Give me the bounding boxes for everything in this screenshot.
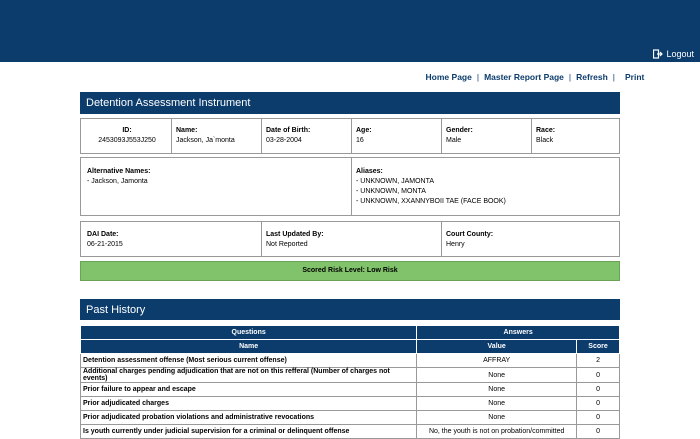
dob-value: 03-28-2004 — [266, 137, 302, 144]
past-history-title: Past History — [86, 303, 146, 316]
question-name: Is youth currently under judicial supervision for a criminal or delinquent offense — [81, 425, 417, 439]
alt-name: - Jackson, Jamonta — [87, 178, 148, 185]
race-value: Black — [536, 137, 554, 144]
name-header: Name — [81, 340, 417, 354]
court-county-field — [446, 231, 493, 248]
answer-score: 0 — [577, 383, 620, 397]
question-name: Prior adjudicated charges — [81, 397, 417, 411]
court-county-label: Court County: — [446, 231, 494, 238]
divider — [441, 119, 442, 153]
aliases-field — [356, 168, 506, 205]
age-value: 16 — [356, 137, 364, 144]
dob-label: Date of Birth: — [266, 127, 311, 134]
question-name: Additional charges pending adjudication that are not on this refferal (Number of charges not events) — [81, 368, 417, 383]
id-label: ID: — [122, 127, 132, 134]
name-field — [176, 127, 235, 144]
alt-names-field — [87, 168, 150, 185]
answer-value: None — [417, 383, 577, 397]
names-box — [80, 157, 620, 216]
youth-info-box — [80, 118, 620, 154]
table-row — [81, 354, 620, 368]
dai-section-header — [80, 92, 620, 114]
top-nav — [425, 72, 645, 82]
logout-icon — [653, 49, 663, 59]
table-row — [81, 383, 620, 397]
name-label: Name: — [176, 127, 198, 134]
logout-label: Logout — [666, 49, 694, 59]
risk-level-text: Scored Risk Level: Low Risk — [302, 267, 398, 274]
divider — [351, 158, 352, 215]
divider — [171, 119, 172, 153]
dob-field — [266, 127, 310, 144]
refresh-link[interactable]: Refresh — [576, 72, 608, 82]
age-label: Age: — [356, 127, 372, 134]
alias: - UNKNOWN, MONTA — [356, 188, 426, 195]
answer-value: None — [417, 411, 577, 425]
alt-names-label: Alternative Names: — [87, 168, 151, 175]
alias: - UNKNOWN, XXANNYBOII TAE (FACE BOOK) — [356, 198, 506, 205]
answer-value: AFFRAY — [417, 354, 577, 368]
print-link[interactable]: Print — [625, 72, 645, 82]
score-header: Score — [577, 340, 620, 354]
court-county-value: Henry — [446, 241, 465, 248]
answer-score: 0 — [577, 397, 620, 411]
dai-meta-box — [80, 221, 620, 257]
race-label: Race: — [536, 127, 556, 134]
dai-date-value: 06-21-2015 — [87, 241, 123, 248]
gender-label: Gender: — [446, 127, 473, 134]
past-history-header — [80, 299, 620, 320]
nav-separator: | — [568, 72, 572, 82]
question-name: Detention assessment offense (Most serious current offense) — [81, 354, 417, 368]
divider — [261, 222, 262, 256]
divider — [351, 119, 352, 153]
alias: - UNKNOWN, JAMONTA — [356, 178, 435, 185]
last-updated-label: Last Updated By: — [266, 231, 324, 238]
name-value: Jackson, Ja`monta — [176, 137, 235, 144]
group-header-row — [81, 326, 620, 340]
table-row — [81, 368, 620, 383]
dai-date-label: DAI Date: — [87, 231, 119, 238]
question-name: Prior failure to appear and escape — [81, 383, 417, 397]
question-name: Prior adjudicated probation violations and administrative revocations — [81, 411, 417, 425]
divider — [531, 119, 532, 153]
dai-date-field — [87, 231, 123, 248]
id-field — [87, 127, 167, 144]
divider — [441, 222, 442, 256]
questions-header: Questions — [81, 326, 417, 340]
answer-score: 0 — [577, 425, 620, 439]
risk-level-banner — [80, 261, 620, 281]
top-banner — [0, 0, 700, 62]
race-field — [536, 127, 555, 144]
logout-button[interactable] — [653, 49, 694, 59]
column-header-row — [81, 340, 620, 354]
value-header: Value — [417, 340, 577, 354]
table-row — [81, 425, 620, 439]
divider — [261, 119, 262, 153]
answer-score: 0 — [577, 368, 620, 383]
last-updated-field — [266, 231, 324, 248]
table-row — [81, 397, 620, 411]
answer-value: None — [417, 368, 577, 383]
aliases-label: Aliases: — [356, 168, 383, 175]
last-updated-value: Not Reported — [266, 241, 308, 248]
nav-separator: | — [476, 72, 480, 82]
dai-title: Detention Assessment Instrument — [86, 97, 251, 109]
nav-separator: | — [612, 72, 615, 82]
answer-value: None — [417, 397, 577, 411]
master-report-link[interactable]: Master Report Page — [484, 72, 564, 82]
age-field — [356, 127, 372, 144]
answers-header: Answers — [417, 326, 620, 340]
gender-value: Male — [446, 137, 462, 144]
answer-value: No, the youth is not on probation/committed — [417, 425, 577, 439]
table-row — [81, 411, 620, 425]
gender-field — [446, 127, 473, 144]
answer-score: 0 — [577, 411, 620, 425]
past-history-table — [80, 325, 620, 439]
home-page-link[interactable]: Home Page — [425, 72, 472, 82]
answer-score: 2 — [577, 354, 620, 368]
id-value: 2453093J553J250 — [98, 137, 156, 144]
